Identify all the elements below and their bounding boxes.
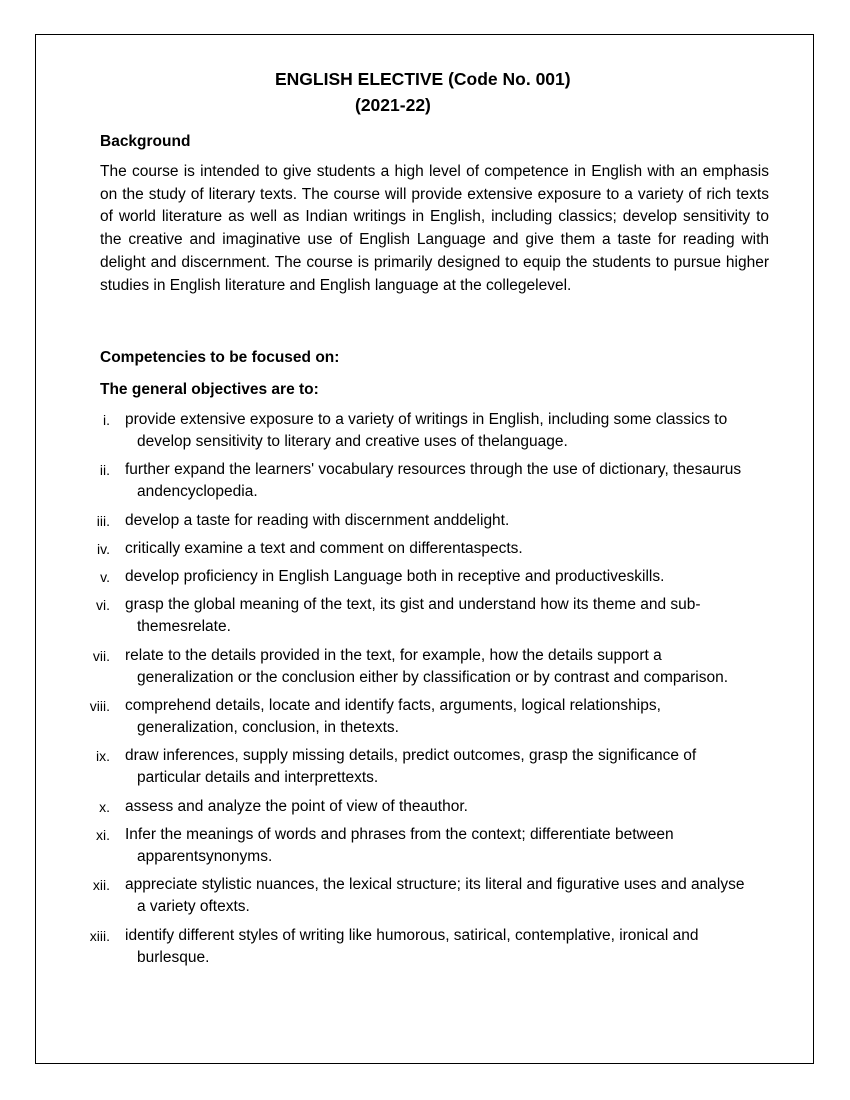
competencies-heading: Competencies to be focused on:: [100, 349, 340, 366]
objective-number: xiii.: [89, 927, 110, 944]
objective-text: develop proficiency in English Language both in receptive and productiveskills.: [125, 568, 665, 586]
objective-text: assess and analyze the point of view of theauthor.: [125, 797, 468, 815]
objective-text: draw inferences, supply missing details, predict outcomes, grasp the significance of particular details and interprettexts.: [125, 747, 697, 787]
objective-text: Infer the meanings of words and phrases from the context; differentiate between apparentsynonyms.: [125, 825, 674, 865]
objective-number: xi.: [96, 826, 110, 843]
objective-item: [0, 409, 850, 453]
objective-number: xii.: [92, 877, 110, 894]
objective-item: [0, 510, 850, 532]
objective-item: [0, 695, 850, 739]
objective-item: [0, 796, 850, 818]
objective-text: relate to the details provided in the text, for example, how the details support a generalization or the conclusion either by classification or by contrast and comparison.: [125, 646, 729, 686]
title-text: ENGLISH ELECTIVE (Code No. 001): [275, 69, 571, 89]
objective-item: [0, 538, 850, 560]
objective-item: [0, 874, 850, 918]
objective-number: vi.: [96, 597, 110, 614]
objective-item: [0, 745, 850, 789]
objective-text: grasp the global meaning of the text, its gist and understand how its theme and sub-themesrelate.: [125, 596, 701, 636]
objective-number: ii.: [99, 462, 110, 479]
objective-item: [0, 824, 850, 868]
objective-number: x.: [99, 798, 110, 815]
objective-number: iv.: [97, 540, 110, 557]
objective-text: comprehend details, locate and identify facts, arguments, logical relationships, generalization, conclusion, in thetexts.: [125, 697, 661, 737]
objective-text: appreciate stylistic nuances, the lexical structure; its literal and figurative uses and analyse a variety oftexts.: [125, 876, 745, 916]
objective-number: ix.: [96, 748, 110, 765]
objective-item: [0, 925, 850, 969]
objective-number: vii.: [92, 647, 110, 664]
objective-item: [0, 645, 850, 689]
objective-item: [0, 459, 850, 503]
objective-text: provide extensive exposure to a variety of writings in English, including some classics to develop sensitivity to literary and creative uses of thelanguage.: [125, 411, 728, 450]
objective-item: [0, 594, 850, 638]
objective-text: identify different styles of writing like humorous, satirical, contemplative, ironical and burlesque.: [125, 926, 699, 966]
background-paragraph: The course is intended to give students a high level of competence in English with an emphasis on the study of literary texts. The course will provide extensive exposure to a variety of rich texts of world literature as well as Indian writings in English, including classics; develop sensitivity to the creative and imaginative use of English Language and give them a taste for reading with delight and discernment. The course is primarily designed to equip the students to pursue higher studies in English literature and English language at the collegelevel.: [100, 163, 769, 294]
objectives-heading: The general objectives are to:: [100, 381, 319, 398]
objectives-list: [0, 409, 850, 975]
background-heading: Background: [100, 133, 191, 150]
objective-number: viii.: [89, 698, 110, 715]
objective-number: iii.: [96, 512, 110, 529]
objective-text: critically examine a text and comment on differentaspects.: [125, 539, 523, 557]
objective-text: further expand the learners' vocabulary resources through the use of dictionary, thesaurus andencyclopedia.: [125, 461, 742, 501]
objective-text: develop a taste for reading with discernment anddelight.: [125, 511, 510, 529]
objective-number: v.: [100, 569, 110, 586]
title-year: (2021-22): [355, 95, 431, 115]
objective-number: i.: [103, 412, 110, 428]
objective-item: [0, 566, 850, 588]
